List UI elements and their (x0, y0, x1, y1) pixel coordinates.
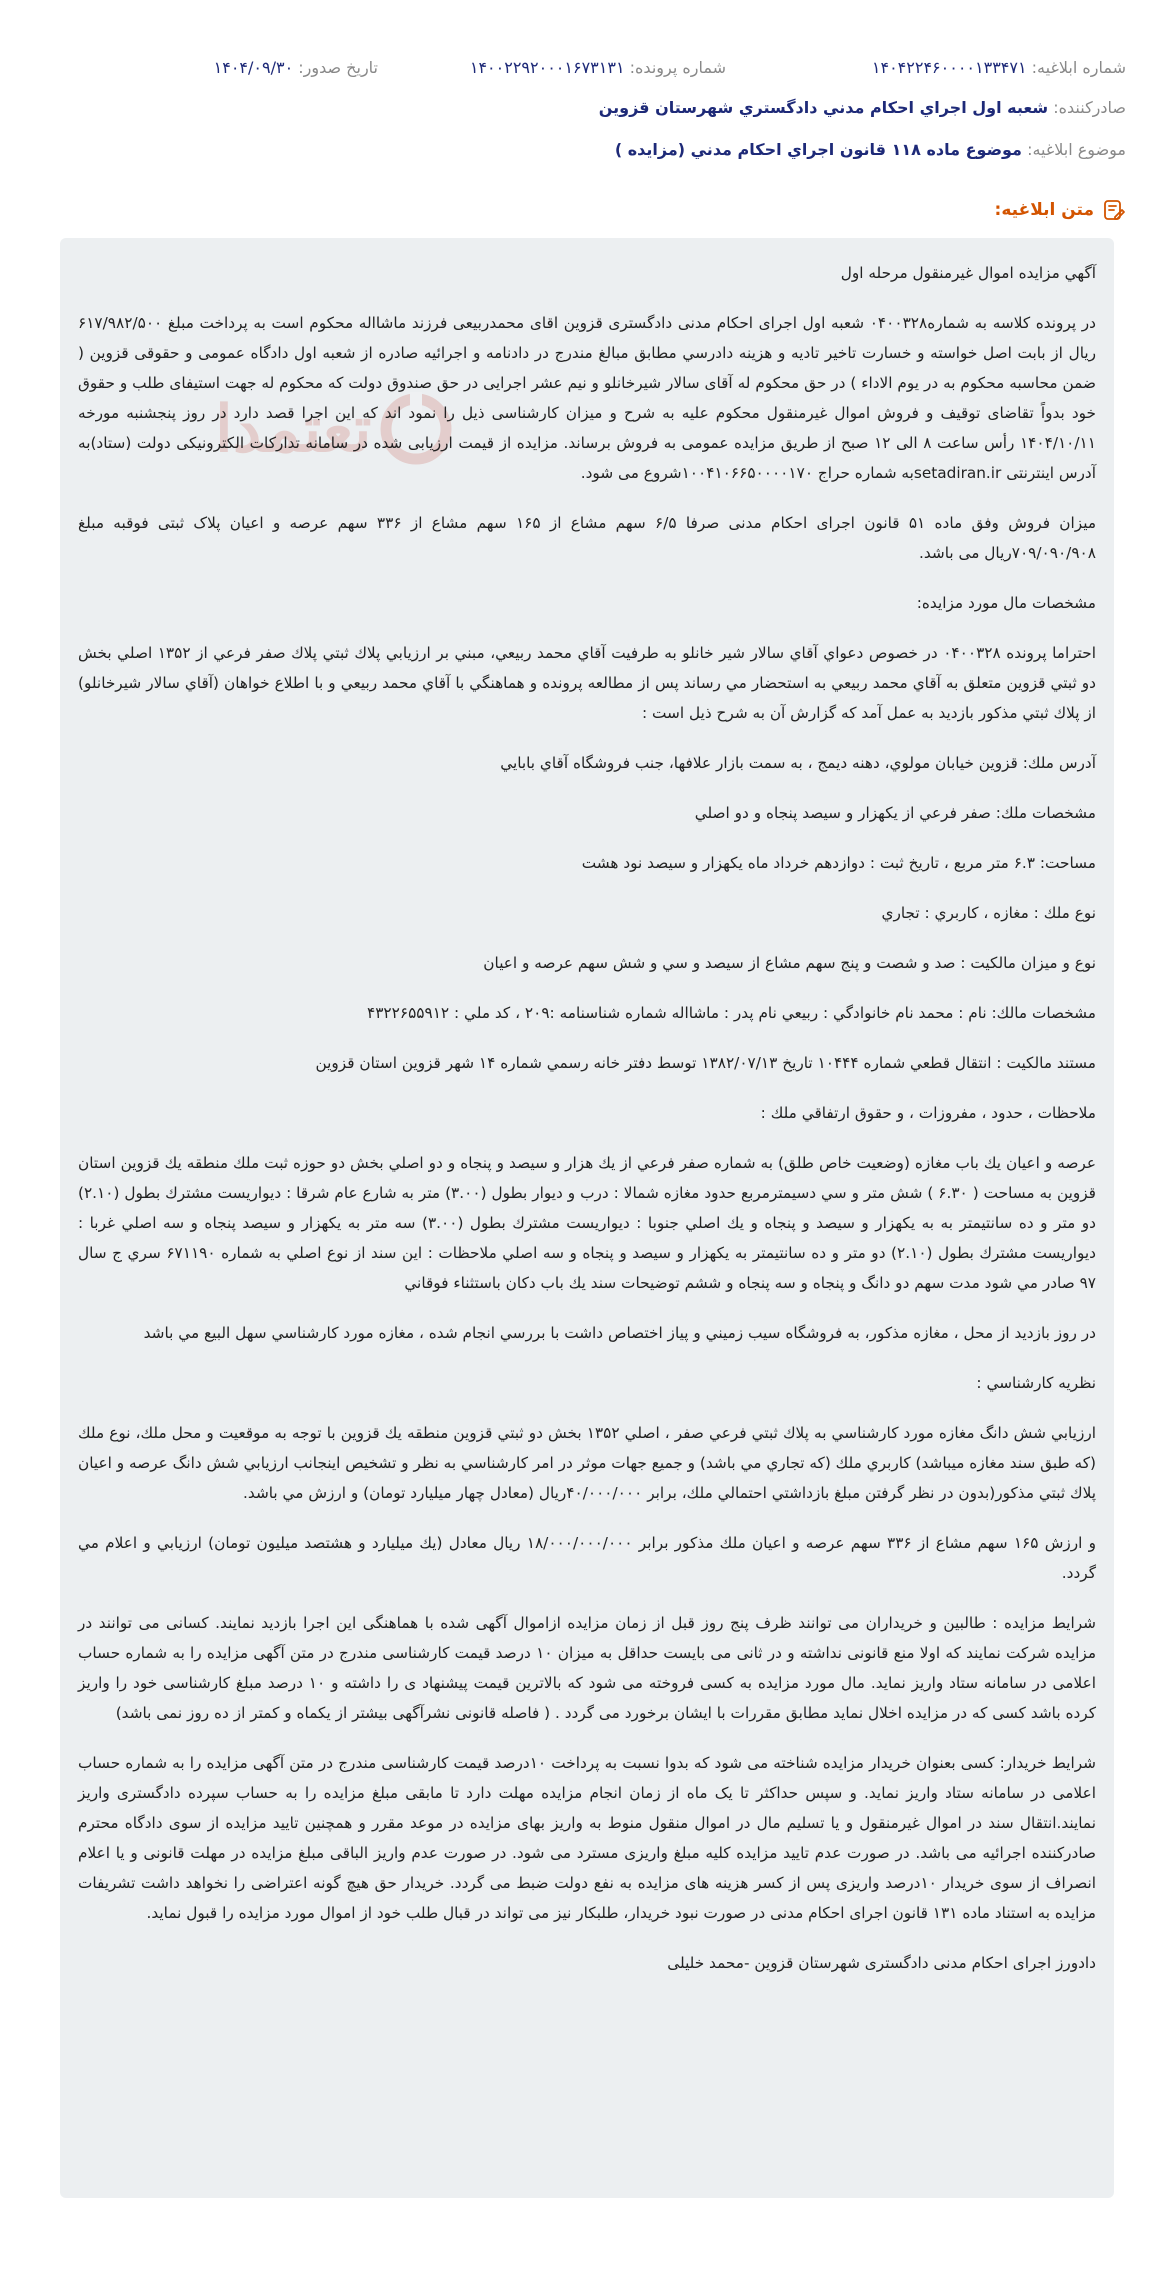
issue-date (214, 58, 378, 77)
paragraph-owner: مشخصات مالك: نام : محمد نام خانوادگي : ربيعي نام پدر : ماشااله شماره شناسنامه :۲۰۹ ، كد ملي : ۴۳۲۲۶۵۵۹۱۲ (366, 1004, 1096, 1022)
paragraph-share-value: و ارزش ۱۶۵ سهم مشاع از ۳۳۶ سهم عرصه و اعيان ملك مذكور برابر ۱۸/۰۰۰/۰۰۰/۰۰۰ ريال معادل (يك ميليارد و هشتصد ميليون تومان) ارزيابي و اعلام مي گردد. (78, 1534, 1097, 1582)
issue-date-value: ۱۴۰۴/۰۹/۳۰ (213, 58, 294, 77)
issuer-label: صادرکننده: (1053, 98, 1126, 117)
paragraph-visit: در روز بازديد از محل ، مغازه مذكور، به فروشگاه سيب زميني و پياز اختصاص داشت با بررسي انجام شده ، مغازه مورد كارشناسي سهل البيع مي باشد (143, 1324, 1096, 1342)
paragraph-property-spec-heading: مشخصات مال مورد مزايده: (916, 594, 1096, 612)
paragraph-expert-heading: نظريه كارشناسي : (976, 1374, 1096, 1392)
notice-body-text (78, 258, 1096, 1998)
paragraph-sale-amount: میزان فروش وفق ماده ۵۱ قانون اجرای احکام مدنی صرفا ۶/۵ سهم مشاع از ۱۶۵ سهم مشاع از ۳۳۶ سهم عرصه و اعیان پلاک ثبتی فوقبه مبلغ ۷۰۹/۰۹۰/۹۰۸ريال می باشد. (78, 514, 1097, 562)
notice-number-value: ۱۴۰۴۲۲۴۶۰۰۰۰۱۳۳۴۷۱ (871, 58, 1027, 77)
document-edit-icon (1102, 198, 1126, 222)
paragraph-case: در پرونده کلاسه به شماره۰۴۰۰۳۲۸ شعبه اول اجرای احکام مدنی دادگستری قزوین اقای محمدربیعی فرزند ماشااله محکوم است به پرداخت مبلغ ۶۱۷/۹۸۲/۵۰۰ ریال از بابت اصل خواسته و خسارت تاخیر تادیه و هزینه دادرسي مطابق مبالغ مندرج در دادنامه و اجرائیه صادره از شعبه اول دادگاه عمومی و حقوقی قزوین ( ضمن محاسبه محکوم به در یوم الاداء ) در حق محکوم له آقای سالار شیرخانلو و نیم عشر اجرایی در حق صندوق دولت که محکوم له جهت استیفای طلب و حقوق خود بدواً تقاضای توقیف و فروش اموال غیرمنقول محکوم علیه به شرح و میزان کارشناسی ذیل را نمود اند که این اجرا قصد دارد در روز پنجشنبه مورخه ۱۴۰۴/۱۰/۱۱ رأس ساعت ۸ الی ۱۲ صبح از طریق مزایده عمومی به فروش برساند. مزایده از قیمت ارزیابی شده در سامانه تدارکات الکترونیکی دولت (ستاد)به آدرس اینترنتی setadiran.irبه شماره حراج ۱۰۰۴۱۰۶۶۵۰۰۰۰۱۷۰شروع می شود. (78, 314, 1096, 482)
paragraph-valuation: ارزيابي شش دانگ مغازه مورد كارشناسي به پلاك ثبتي فرعي صفر ، اصلي ۱۳۵۲ بخش دو ثبتي قزوين منطقه يك قزوين با توجه به موقعيت و محل ملك، نوع ملك (كه طبق سند مغازه ميباشد) كاربري ملك (كه تجاري مي باشد) و جميع جهات موثر در امر كارشناسي به نظر و تشخيص اينجانب ارزيابي شش دانگ عرصه و اعيان پلاك ثبتي مذكور(بدون در نظر گرفتن مبلغ بازداشتي احتمالي ملك، برابر ۴۰/۰۰۰/۰۰۰ريال (معادل چهار ميليارد تومان) و ارزش مي باشد. (78, 1424, 1096, 1502)
body-heading-text: متن ابلاغيه: (994, 200, 1094, 220)
case-number-value: ۱۴۰۰۲۲۹۲۰۰۰۱۶۷۳۱۳۱ (469, 58, 625, 77)
notice-number (872, 58, 1126, 77)
paragraph-boundaries: عرصه و اعيان يك باب مغازه (وضعيت خاص طلق) به شماره صفر فرعي از يك هزار و سيصد و پنجاه و دو اصلي بخش دو حوزه ثبت ملك منطقه يك قزوين استان قزوين به مساحت ( ۶.۳۰ ) شش متر و سي دسيمترمربع حدود مغازه شمالا : درب و ديوار بطول (۳.۰۰) متر به شارع عام شرقا : ديواريست مشترك بطول (۲.۱۰) دو متر و ده سانتيمتر به به يكهزار و سيصد و پنجاه و يك اصلي جنوبا : ديواريست مشترك بطول (۳.۰۰) سه متر به يكهزار و سيصد پنجاه و سه اصلي غربا : ديواريست مشترك بطول (۲.۱۰) دو متر و ده سانتيمتر به يكهزار و سيصد و پنجاه و سه اصلي ملاحظات : اين سند از نوع اصلي به شماره ۶۷۱۱۹۰ سري ج سال ۹۷ صادر مي شود مدت سهم دو دانگ و پنجاه و سه پنجاه و ششم توضيحات سند يك باب دكان باستثناء فوقاني (78, 1154, 1096, 1292)
notice-number-label: شماره ابلاغيه: (1031, 58, 1126, 77)
paragraph-signature: دادورز اجرای احکام مدنی دادگستری شهرستان قزوین -محمد خلیلی (667, 1954, 1096, 1972)
paragraph-property-type: نوع ملك : مغازه ، كاربري : تجاري (881, 904, 1096, 922)
case-number (470, 58, 726, 77)
subject-label: موضوع ابلاغيه: (1027, 140, 1126, 159)
paragraph-deed: مستند مالكيت : انتقال قطعي شماره ۱۰۴۴۴ تاريخ ۱۳۸۲/۰۷/۱۳ توسط دفتر خانه رسمي شماره ۱۴ شهر قزوين استان قزوين (315, 1054, 1096, 1072)
meta-row-issuer (48, 98, 1126, 117)
paragraph-ownership: نوع و ميزان مالكيت : صد و شصت و پنج سهم مشاع از سيصد و سي و شش سهم عرصه و اعيان (483, 954, 1096, 972)
body-heading (995, 198, 1126, 222)
paragraph-buyer-terms: شرایط خریدار: کسی بعنوان خریدار مزایده شناخته می شود که بدوا نسبت به پرداخت ۱۰درصد قیمت کارشناسی مندرج در متن آگهی مزایده را به شماره حساب اعلامی در سامانه ستاد واریز نماید. و سپس حداکثر تا یک ماه از زمان انجام مزایده مهلت دارد تا مابقی مبلغ مزایده را به حساب سپرده دادگستری واریز نمایند.انتقال سند در اموال غیرمنقول و یا تسلیم مال در اموال منقول منوط به واریز بهای مزایده در موعد مقرر و همچنین تایید مزایده از سوی دادگاه محترم صادرکننده اجرائیه می باشد. در صورت عدم تایید مزایده کلیه مبلغ واریزی مسترد می شود. در صورت عدم واریز الباقی مبلغ مزایده در مهلت قانونی و یا اعلام انصراف از سوی خریدار ۱۰درصد واریزی پس از کسر هزینه های مزایده به نفع دولت ضبط می گردد. خریدار حق هیچ گونه اعتراضی را نخواهد داشت تشریفات مزایده به استناد ماده ۱۳۱ قانون اجرای احکام مدنی در صورت نبود خریدار، طلبکار نیز می تواند در قبال طلب خود از اموال مورد مزایده را قبول نماید. (78, 1754, 1097, 1922)
paragraph-area: مساحت: ۶.۳ متر مربع ، تاريخ ثبت : دوازدهم خرداد ماه يكهزار و سيصد نود هشت (581, 854, 1096, 872)
paragraph-address: آدرس ملك: قزوين خيابان مولوي، دهنه ديمج ، به سمت بازار علافها، جنب فروشگاه آقاي بابايي (500, 754, 1096, 772)
issue-date-label: تاريخ صدور: (298, 58, 378, 77)
paragraph-auction-terms: شرایط مزایده : طالبین و خریداران می توانند ظرف پنج روز قبل از زمان مزایده ازاموال آگهی شده با هماهنگی این اجرا بازدید نمایند. کسانی می توانند در مزایده شرکت نمایند که اولا منع قانونی نداشته و در ثانی می بایست حداقل به میزان ۱۰ درصد قیمت کارشناسی مندرج در متن آگهی مزایده را به شماره حساب اعلامی در سامانه ستاد واریز نماید. مال مورد مزایده به کسی فروخته می شود که بالاترین قیمت پیشنهاد ی را داشته و ۱۰ درصد مبلغ کارشناسی خود را واریز کرده باشد کسی که در مزایده اخلال نماید مطابق مقررات با ایشان برخورد می گردد . ( فاصله قانونی نشرآگهی بیشتر از یکماه و کمتر از ده روز نمی باشد) (78, 1614, 1097, 1722)
paragraph-inspection: احتراما پرونده ۰۴۰۰۳۲۸ در خصوص دعواي آقاي سالار شير خانلو به طرفيت آقاي محمد ربيعي، مبني بر ارزيابي پلاك ثبتي پلاك صفر فرعي از ۱۳۵۲ اصلي بخش دو ثبتي قزوين متعلق به آقاي محمد ربيعي به استحضار مي رساند پس از مطالعه پرونده و هماهنگي با آقاي محمد ربيعي و با اطلاع خواهان (آقاي سالار شيرخانلو) از پلاك ثبتي مذكور بازديد به عمل آمد كه گزارش آن به شرح ذيل است : (78, 644, 1096, 722)
subject-value: موضوع ماده ۱۱۸ قانون اجراي احكام مدني (مزايده ) (614, 140, 1022, 159)
paragraph-title: آگهي مزايده اموال غيرمنقول مرحله اول (840, 264, 1096, 282)
paragraph-property-id: مشخصات ملك: صفر فرعي از يكهزار و سيصد پنجاه و دو اصلي (694, 804, 1096, 822)
meta-row-subject (48, 140, 1126, 159)
case-number-label: شماره پرونده: (629, 58, 726, 77)
issuer-value: شعبه اول اجراي احكام مدني دادگستري شهرستان قزوين (598, 98, 1049, 117)
paragraph-remarks-heading: ملاحظات ، حدود ، مفروزات ، و حقوق ارتفاقي ملك : (760, 1104, 1096, 1122)
